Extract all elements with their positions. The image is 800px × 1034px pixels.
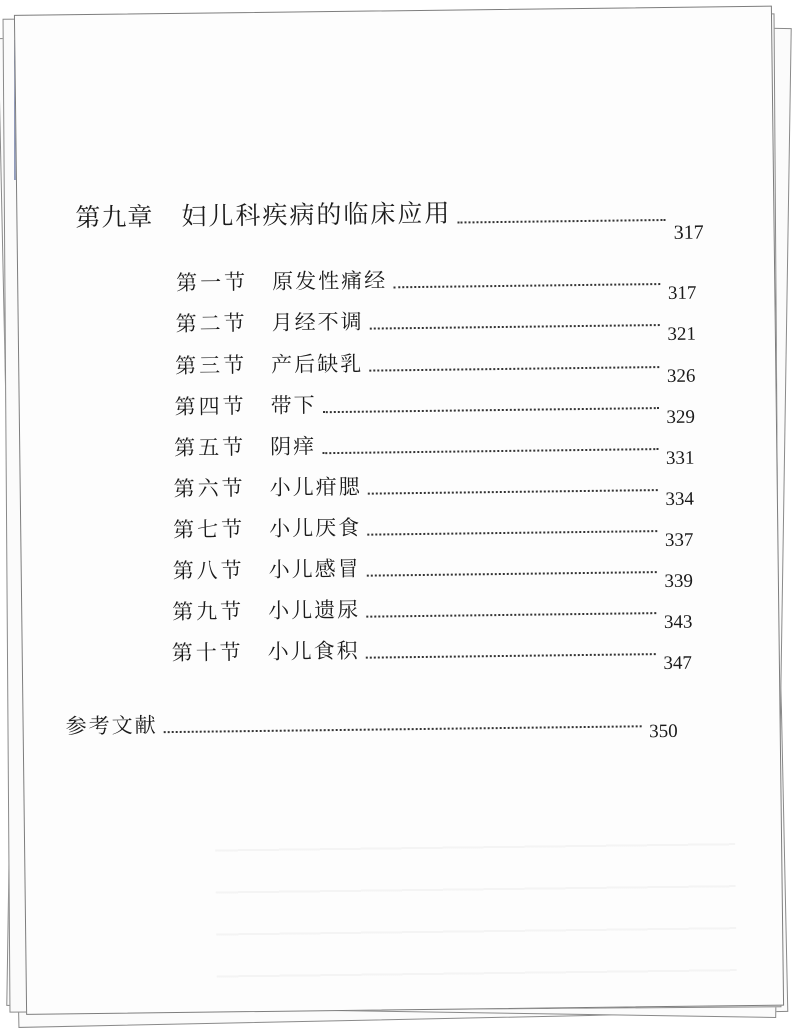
section-page-number: 317: [667, 282, 697, 304]
toc-section-entry[interactable]: [175, 302, 697, 345]
section-title: 带下: [270, 393, 317, 418]
dot-leader: [323, 407, 658, 413]
section-page-number: 343: [663, 611, 693, 634]
dot-leader: [366, 653, 656, 659]
toc-section-entry[interactable]: [173, 508, 694, 552]
dot-leader: [368, 489, 658, 495]
section-title: 小儿食积: [267, 638, 360, 664]
section-page-number: 326: [666, 365, 696, 387]
toc-page: [14, 6, 784, 1015]
section-title: 小儿遗尿: [268, 597, 361, 623]
dot-leader: [367, 571, 657, 577]
chapter-page-number: 317: [673, 221, 704, 244]
section-label: 第一节: [176, 270, 249, 295]
toc-section-entry[interactable]: [176, 261, 697, 304]
toc-section-entry[interactable]: [175, 344, 696, 387]
toc-section-entry[interactable]: [171, 631, 693, 675]
toc-chapter-entry[interactable]: [75, 191, 704, 244]
section-page-number: 334: [665, 488, 695, 511]
section-page-number: 331: [665, 447, 695, 469]
toc-section-entry[interactable]: [172, 549, 694, 593]
section-title: 产后缺乳: [271, 351, 364, 377]
toc-section-entry[interactable]: [172, 590, 693, 634]
section-label: 第九节: [172, 599, 245, 625]
section-page-number: 347: [663, 652, 693, 675]
dot-leader: [322, 448, 657, 454]
section-label: 第七节: [173, 517, 246, 543]
section-page-number: 337: [664, 529, 694, 552]
toc-section-entry[interactable]: [174, 426, 695, 469]
section-page-number: 321: [667, 323, 697, 345]
section-label: 第四节: [174, 394, 247, 419]
chapter-label: 第九章: [75, 202, 154, 233]
toc-section-entry[interactable]: [173, 467, 695, 511]
section-title: 小儿厌食: [269, 515, 362, 541]
section-label: 第十节: [171, 640, 244, 666]
section-title: 阴痒: [270, 434, 317, 459]
dot-leader: [370, 324, 660, 330]
section-label: 第三节: [175, 353, 248, 378]
toc-references-entry[interactable]: [65, 703, 678, 743]
section-title: 原发性痛经: [272, 268, 388, 294]
section-title: 月经不调: [271, 309, 364, 335]
section-title: 小儿感冒: [268, 556, 361, 582]
section-title: 小儿疳腮: [269, 474, 362, 500]
references-title: 参考文献: [65, 713, 158, 739]
bleed-through-text: [215, 817, 737, 1003]
references-page-number: 350: [649, 720, 678, 743]
section-label: 第五节: [174, 435, 247, 460]
dot-leader: [164, 725, 641, 733]
section-label: 第六节: [173, 476, 246, 502]
toc-section-entry[interactable]: [174, 385, 696, 428]
dot-leader: [369, 366, 659, 372]
chapter-title: 妇儿科疾病的临床应用: [181, 198, 452, 231]
section-page-number: 339: [664, 570, 694, 593]
dot-leader: [457, 219, 665, 224]
section-label: 第二节: [175, 311, 248, 336]
dot-leader: [367, 530, 657, 536]
dot-leader: [366, 612, 656, 618]
section-label: 第八节: [172, 558, 245, 584]
section-page-number: 329: [666, 406, 696, 428]
dot-leader: [393, 283, 660, 288]
